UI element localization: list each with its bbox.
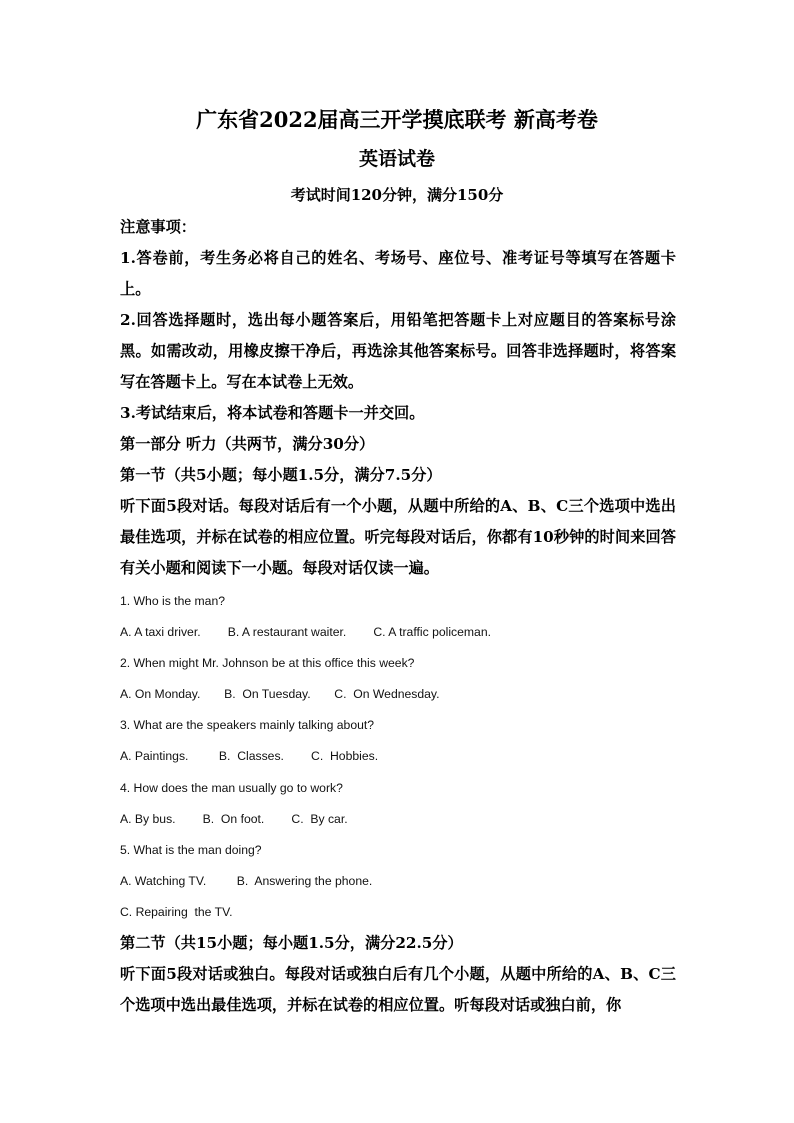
question-1-options <box>120 622 676 642</box>
q5-option-a: A. Watching TV. <box>120 874 207 888</box>
question-2: 2. When might Mr. Johnson be at this office this week? <box>120 656 415 670</box>
question-5: 5. What is the man doing? <box>120 843 262 857</box>
q5-option-b: B. Answering the phone. <box>236 874 373 888</box>
q1-option-c: C. A traffic policeman. <box>373 625 492 639</box>
question-3-options <box>120 746 676 766</box>
exam-subject: 英语试卷 <box>358 148 435 170</box>
note-item-1: 1.答卷前，考生务必将自己的姓名、考场号、座位号、准考证号等填写在答题卡上。 <box>120 249 676 298</box>
question-2-options <box>120 684 676 704</box>
section1-instructions: 听下面5段对话。每段对话后有一个小题，从题中所给的A、B、C三个选项中选出最佳选项，并标在试卷的相应位置。听完每段对话后，你都有10秒钟的时间来回答有关小题和阅读下一小题。每段对话仅读一遍。 <box>120 497 676 577</box>
exam-info: 考试时间120分钟，满分150分 <box>290 186 504 204</box>
part1-heading: 第一部分 听力（共两节，满分30分） <box>120 435 375 453</box>
question-3: 3. What are the speakers mainly talking about? <box>120 718 375 732</box>
question-4-options <box>120 809 676 829</box>
exam-title: 广东省2022届高三开学摸底联考 新高考卷 <box>196 107 598 132</box>
q1-option-a: A. A taxi driver. <box>120 625 201 639</box>
q5-option-c: C. Repairing the TV. <box>120 905 233 919</box>
q4-option-b: B. On foot. <box>202 812 265 826</box>
q3-option-a: A. Paintings. <box>120 749 189 763</box>
q3-option-b: B. Classes. <box>218 749 284 763</box>
section2-instructions: 听下面5段对话或独白。每段对话或独白后有几个小题，从题中所给的A、B、C三个选项中选出最佳选项，并标在试卷的相应位置。听每段对话或独白前，你 <box>120 965 676 1014</box>
note-item-2: 2.回答选择题时，选出每小题答案后，用铅笔把答题卡上对应题目的答案标号涂黑。如需改动，用橡皮擦干净后，再选涂其他答案标号。回答非选择题时，将答案写在答题卡上。写在本试卷上无效。 <box>120 311 676 391</box>
q2-option-a: A. On Monday. <box>120 687 201 701</box>
section2-heading: 第二节（共15小题；每小题1.5分，满分22.5分） <box>120 934 463 952</box>
note-item-3: 3.考试结束后，将本试卷和答题卡一并交回。 <box>120 404 425 422</box>
q2-option-b: B. On Tuesday. <box>224 687 311 701</box>
q2-option-c: C. On Wednesday. <box>334 687 440 701</box>
notes-heading: 注意事项： <box>120 218 196 236</box>
q4-option-a: A. By bus. <box>120 812 176 826</box>
question-4: 4. How does the man usually go to work? <box>120 781 343 795</box>
q4-option-c: C. By car. <box>291 812 348 826</box>
q3-option-c: C. Hobbies. <box>311 749 379 763</box>
question-5-options <box>120 871 676 891</box>
q1-option-b: B. A restaurant waiter. <box>227 625 347 639</box>
question-1: 1. Who is the man? <box>120 594 225 608</box>
section1-heading: 第一节（共5小题；每小题1.5分，满分7.5分） <box>120 466 442 484</box>
